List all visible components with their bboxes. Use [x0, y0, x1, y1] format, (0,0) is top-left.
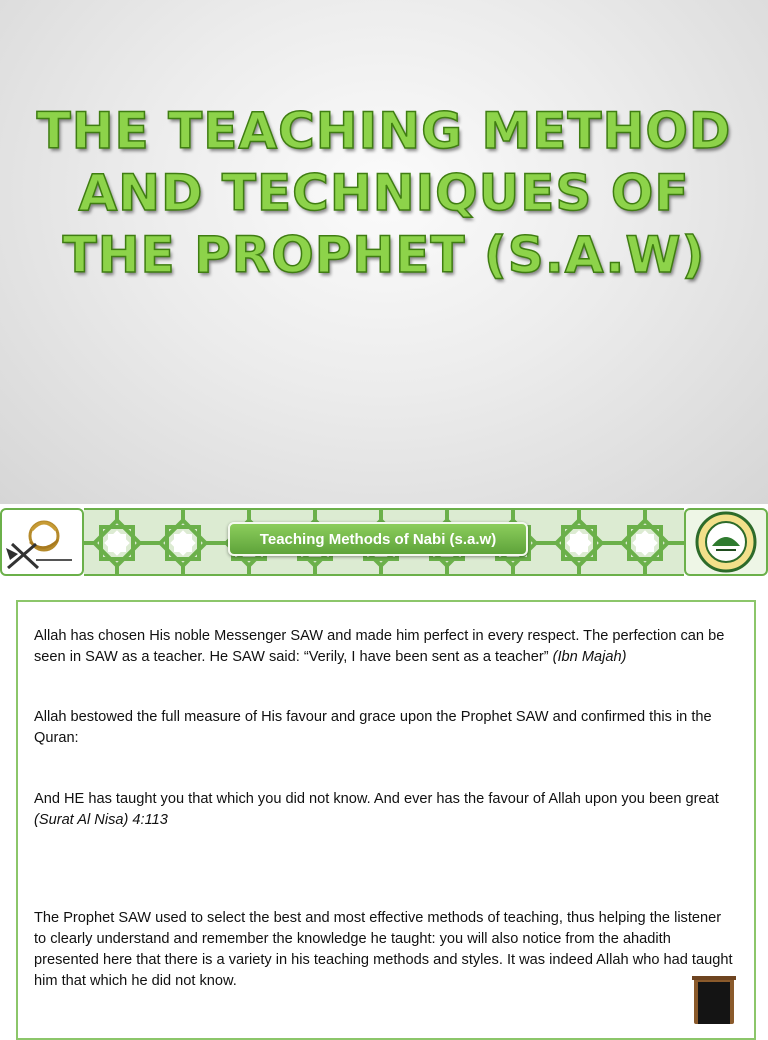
- paragraph-4-text: The Prophet SAW used to select the best and most effective methods of teaching, thus helping the listener to clearly understand and remember the knowledge he taught: you will also notice from the ahadith presented here that there is a variety in his teaching methods and styles. It was indeed Allah who had taught him that which he did not know.: [34, 910, 733, 989]
- section-banner: [0, 506, 768, 578]
- title-slide: [0, 0, 768, 504]
- paragraph-2-text: Allah bestowed the full measure of His favour and grace upon the Prophet SAW and confirmed this in the Quran:: [34, 709, 712, 746]
- title-line-3: THE PROPHET (S.A.W): [62, 226, 706, 284]
- paragraph-4: [34, 908, 734, 992]
- paragraph-2: [34, 707, 734, 749]
- left-logo-icon: [0, 508, 84, 576]
- paragraph-1-text: Allah has chosen His noble Messenger SAW and made him perfect in every respect. The perfection can be seen in SAW as a teacher. He SAW said: “Verily, I have been sent as a teacher”: [34, 628, 725, 665]
- paragraph-1-citation: (Ibn Majah): [552, 649, 627, 665]
- content-box: [16, 600, 756, 1040]
- paragraph-1: [34, 626, 734, 668]
- title-line-1: THE TEACHING METHOD: [36, 102, 732, 160]
- paragraph-3-text: And HE has taught you that which you did not know. And ever has the favour of Allah upon you been great: [34, 791, 719, 807]
- paragraph-3-quote: [34, 789, 734, 831]
- paragraph-3-citation: (Surat Al Nisa) 4:113: [34, 812, 168, 828]
- slide-title: [0, 100, 768, 286]
- title-line-2: AND TECHNIQUES OF: [78, 164, 690, 222]
- blackboard-icon: [690, 974, 738, 1024]
- right-logo-icon: [684, 508, 768, 576]
- banner-title: Teaching Methods of Nabi (s.a.w): [228, 522, 528, 556]
